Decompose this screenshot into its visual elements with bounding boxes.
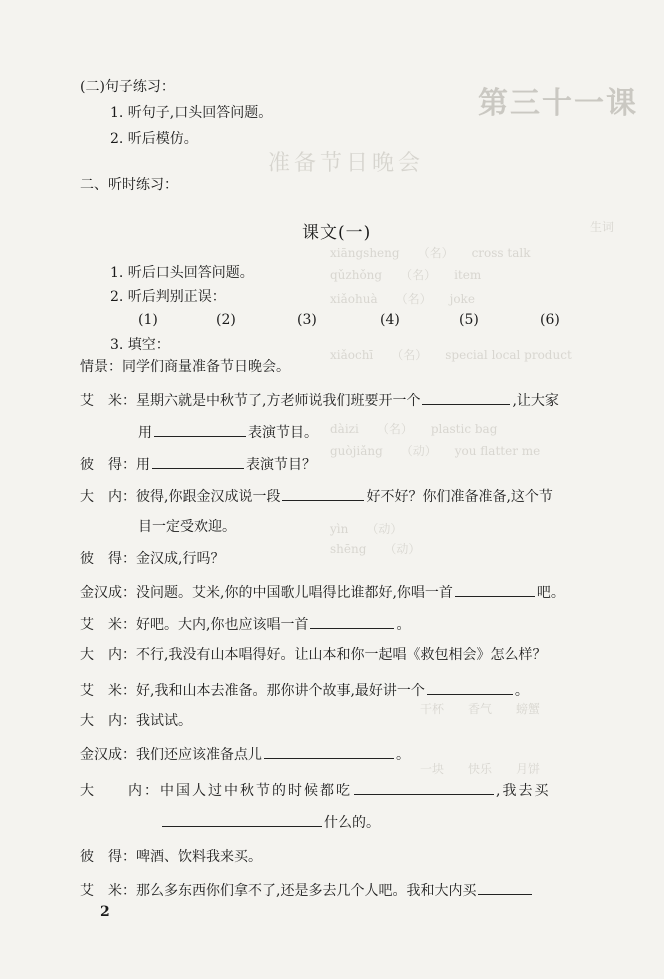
- dialogue-text: ,让大家: [512, 393, 559, 409]
- fill-blank[interactable]: [282, 486, 364, 501]
- speaker-label: 艾 米：: [80, 683, 136, 699]
- dialogue-text: 我们还应该准备点儿: [136, 747, 262, 763]
- dialogue-line: [80, 744, 410, 764]
- text-title: 课文(一): [302, 223, 372, 243]
- dialogue-line: [80, 454, 316, 474]
- fill-blank[interactable]: [264, 744, 394, 759]
- speaker-label: 艾 米：: [80, 393, 136, 409]
- speaker-label: 金汉成：: [80, 585, 136, 601]
- dialogue-text: 啤酒、饮料我来买。: [136, 849, 262, 865]
- dialogue-line: [80, 646, 546, 664]
- fill-blank[interactable]: [162, 812, 322, 827]
- dialogue-text: 用: [138, 425, 152, 441]
- dialogue-line: [138, 422, 318, 442]
- section-heading-listen: 二、听时练习：: [80, 177, 178, 193]
- dialogue-text: 那么多东西你们拿不了,还是多去几个人吧。我和大内买: [136, 883, 477, 899]
- speaker-label: 大 内：: [80, 713, 136, 729]
- ghost-vocab: 生词: [590, 220, 615, 234]
- ghost-vocab: yìn （动）: [330, 522, 403, 536]
- dialogue-text: 好吧。大内,你也应该唱一首: [136, 617, 309, 633]
- dialogue-line: [80, 780, 550, 800]
- dialogue-text: 用: [136, 457, 150, 473]
- dialogue-text: 表演节目。: [248, 425, 318, 441]
- dialogue-text: 好,我和山本去准备。那你讲个故事,最好讲一个: [136, 683, 425, 699]
- speaker-label: 彼 得：: [80, 457, 136, 473]
- dialogue-text: 。: [396, 617, 411, 633]
- dialogue-text: 。: [396, 747, 410, 763]
- judge-mark-3: (3): [297, 312, 317, 328]
- speaker-label: 艾 米：: [80, 883, 136, 899]
- speaker-label: 大 内：: [80, 647, 136, 663]
- dialogue-line: [160, 812, 380, 832]
- ghost-vocab: xiǎochī （名） special local product: [330, 348, 572, 362]
- task-1: 1. 听后口头回答问题。: [110, 265, 254, 281]
- sentence-item-1: 1. 听句子,口头回答问题。: [110, 105, 273, 121]
- dialogue-line: [80, 390, 559, 410]
- task-3: 3. 填空：: [110, 337, 170, 353]
- fill-blank[interactable]: [427, 680, 513, 695]
- fill-blank[interactable]: [455, 582, 535, 597]
- ghost-vocab: xiāngsheng （名） cross talk: [330, 246, 531, 260]
- dialogue-text: ,我去买: [496, 783, 551, 799]
- dialogue-line: [80, 848, 262, 866]
- dialogue-line: [80, 550, 224, 568]
- speaker-label: 艾 米：: [80, 617, 136, 633]
- speaker-label: 大 内：: [80, 783, 160, 799]
- fill-blank[interactable]: [154, 422, 246, 437]
- dialogue-line: [80, 582, 565, 602]
- speaker-label: 彼 得：: [80, 849, 136, 865]
- ghost-exercise: 干杯 香气 螃蟹: [420, 702, 541, 716]
- ghost-lesson-title: 准备节日晚会: [268, 151, 425, 176]
- judge-mark-4: (4): [380, 312, 400, 328]
- dialogue-line: [80, 486, 553, 506]
- dialogue-text: 好不好？你们准备准备,这个节: [366, 489, 553, 505]
- fill-blank[interactable]: [422, 390, 510, 405]
- judge-mark-2: (2): [216, 312, 236, 328]
- speaker-label: 金汉成：: [80, 747, 136, 763]
- fill-blank[interactable]: [354, 780, 494, 795]
- ghost-vocab: qǔzhǒng （名） item: [330, 268, 482, 282]
- fill-blank[interactable]: [152, 454, 244, 469]
- dialogue-line: [80, 880, 534, 900]
- dialogue-text: 吧。: [536, 585, 565, 601]
- ghost-exercise: 一块 快乐 月饼: [420, 762, 541, 776]
- judge-mark-5: (5): [459, 312, 479, 328]
- section-heading-sentence: (二)句子练习：: [80, 79, 175, 95]
- judge-mark-1: (1): [138, 312, 158, 328]
- dialogue-text: 什么的。: [324, 815, 380, 831]
- dialogue-text: 我试试。: [136, 713, 192, 729]
- dialogue-line: [80, 680, 529, 700]
- dialogue-text: 金汉成,行吗？: [136, 551, 225, 567]
- sentence-item-2: 2. 听后模仿。: [110, 131, 198, 147]
- ghost-vocab: shēng （动）: [330, 542, 421, 556]
- dialogue-line: [80, 712, 192, 730]
- speaker-label: 彼 得：: [80, 551, 136, 567]
- ghost-vocab: xiǎohuà （名） joke: [330, 292, 475, 306]
- ghost-vocab: guòjiǎng （动） you flatter me: [330, 444, 541, 458]
- task-2: 2. 听后判别正误：: [110, 289, 226, 305]
- scene-line: 情景：同学们商量准备节日晚会。: [80, 359, 290, 375]
- page-number: 2: [100, 904, 110, 920]
- dialogue-text: 表演节目？: [246, 457, 316, 473]
- dialogue-text: 目一定受欢迎。: [138, 519, 236, 535]
- dialogue-line: [138, 518, 236, 536]
- dialogue-text: 中国人过中秋节的时候都吃: [160, 783, 352, 799]
- dialogue-text: 没问题。艾米,你的中国歌儿唱得比谁都好,你唱一首: [136, 585, 453, 601]
- speaker-label: 大 内：: [80, 489, 136, 505]
- judge-mark-6: (6): [540, 312, 560, 328]
- dialogue-text: 。: [514, 683, 529, 699]
- dialogue-line: [80, 614, 410, 634]
- dialogue-text: 不行,我没有山本唱得好。让山本和你一起唱《救包相会》怎么样？: [136, 647, 547, 663]
- ghost-lesson-banner: 第三十一课: [478, 86, 638, 121]
- ghost-vocab: dàizi （名） plastic bag: [330, 422, 498, 436]
- fill-blank[interactable]: [478, 880, 532, 895]
- fill-blank[interactable]: [310, 614, 394, 629]
- dialogue-text: 彼得,你跟金汉成说一段: [136, 489, 281, 505]
- dialogue-text: 星期六就是中秋节了,方老师说我们班要开一个: [136, 393, 421, 409]
